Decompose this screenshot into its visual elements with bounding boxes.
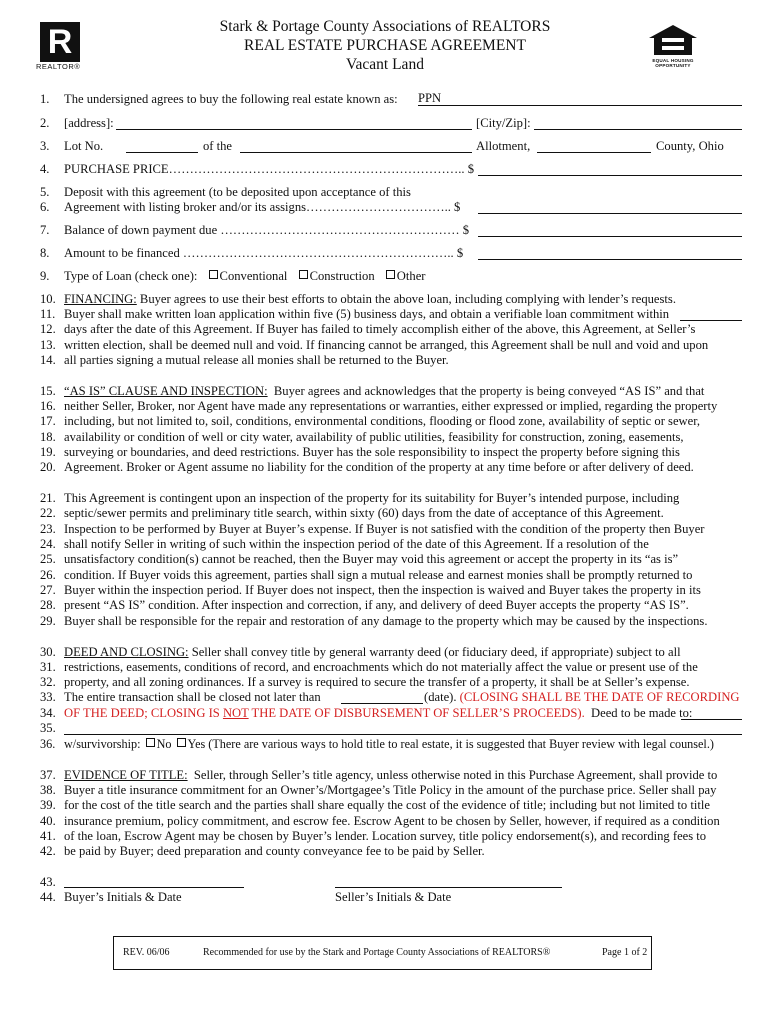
allotment-field[interactable] bbox=[240, 138, 472, 153]
association-title: Stark & Portage County Associations of REALTORS bbox=[219, 18, 551, 35]
agreement-title: REAL ESTATE PURCHASE AGREEMENT bbox=[244, 37, 526, 54]
loan-commitment-days-field[interactable] bbox=[680, 306, 742, 321]
buyer-initials-field[interactable] bbox=[64, 873, 244, 888]
survivorship-no-checkbox[interactable] bbox=[146, 738, 155, 747]
line-40: 40. insurance premium, policy commitment, and escrow fee. Escrow Agent to be chosen by Seller, however, if required as a condition bbox=[40, 814, 720, 828]
closing-date-field[interactable] bbox=[341, 689, 423, 704]
ppn-field[interactable]: PPN bbox=[418, 91, 742, 106]
seller-initials-field[interactable] bbox=[335, 873, 562, 888]
line-26: 26. condition. If Buyer voids this agreement, parties shall sign a mutual release and earnest monies shall be promptly returned to bbox=[40, 568, 693, 582]
line-28: 28. present “AS IS” condition. After inspection and correction, if any, and delivery of deed Buyer accepts the property “AS IS”. bbox=[40, 598, 689, 612]
line-37: 37. EVIDENCE OF TITLE: Seller, through Seller’s title agency, unless otherwise noted in this Purchase Agreement, shall provide to bbox=[40, 768, 718, 782]
construction-checkbox[interactable] bbox=[299, 270, 308, 279]
line-22: 22. septic/sewer permits and preliminary title search, within sixty (60) days from the date of acceptance of this Agreement. bbox=[40, 506, 664, 520]
line-11: 11. Buyer shall make written loan application within five (5) business days, and obtain a verifiable loan commitment within bbox=[40, 307, 670, 321]
footer-box bbox=[113, 936, 652, 970]
deed-grantee-field-2[interactable] bbox=[64, 720, 742, 735]
line-21: 21. This Agreement is contingent upon an inspection of the property for its suitability for Buyer’s intended purpose, including bbox=[40, 491, 680, 505]
line-24: 24. shall notify Seller in writing of such within the inspection period of the date of this Agreement. If a resolution of the bbox=[40, 537, 649, 551]
line-38: 38. Buyer a title insurance commitment for an Owner’s/Mortgagee’s Title Policy in the amount of the purchase price. Seller shall pay bbox=[40, 783, 717, 797]
line-41: 41. of the loan, Escrow Agent may be chosen by Buyer’s lender. Location survey, title policy endorsement(s), and recording fees to bbox=[40, 829, 707, 843]
line-18: 18. availability or condition of well or city water, availability of public utilities, feasibility for construction, zoning, easements, bbox=[40, 430, 684, 444]
line-32: 32. property, and all zoning ordinances. If a survey is required to secure the transfer of a property, it shall be at Seller’s expense. bbox=[40, 675, 690, 689]
equal-housing-line2: OPPORTUNITY bbox=[655, 63, 691, 68]
line-33: 33. The entire transaction shall be closed not later than bbox=[40, 690, 321, 704]
line-13: 13. written election, shall be deemed null and void. If financing cannot be arranged, this Agreement shall be null and void and upon bbox=[40, 338, 709, 352]
line-15: 15. “AS IS” CLAUSE AND INSPECTION: Buyer agrees and acknowledges that the property is being conveyed “AS IS” and that bbox=[40, 384, 705, 398]
allotment-label: Allotment, bbox=[476, 139, 531, 153]
line-42: 42. be paid by Buyer; deed preparation and county conveyance fee to be paid by Seller. bbox=[40, 844, 485, 858]
line-27: 27. Buyer within the inspection period. If Buyer does not inspect, then the inspection is waived and Buyer takes the property in its bbox=[40, 583, 701, 597]
line-35: 35. bbox=[40, 721, 56, 735]
line-36: 36. w/survivorship: No Yes (There are various ways to hold title to real estate, it is suggested that Buyer review with legal counsel.) bbox=[40, 737, 714, 751]
realtor-logo-label: REALTOR® bbox=[36, 62, 81, 71]
county-label: County, Ohio bbox=[656, 139, 724, 153]
deed-grantee-field[interactable] bbox=[681, 705, 742, 720]
line-4: 4. PURCHASE PRICE…………………………………………………………….. $ bbox=[40, 162, 475, 176]
property-type: Vacant Land bbox=[346, 56, 424, 73]
line-19: 19. surveying or boundaries, and deed restrictions. Buyer has the sole responsibility to inspect the property before signing this bbox=[40, 445, 680, 459]
seller-initials-label: Seller’s Initials & Date bbox=[335, 890, 452, 904]
line-20: 20. Agreement. Broker or Agent assume no liability for the condition of the property at any time before or after delivery of deed. bbox=[40, 460, 694, 474]
other-checkbox[interactable] bbox=[386, 270, 395, 279]
line-5: 5. Deposit with this agreement (to be deposited upon acceptance of this bbox=[40, 185, 411, 199]
line-1: 1. The undersigned agrees to buy the following real estate known as: bbox=[40, 92, 398, 106]
page-number: Page 1 of 2 bbox=[602, 947, 648, 958]
down-payment-field[interactable] bbox=[478, 222, 742, 237]
document-header bbox=[0, 17, 770, 74]
line-14: 14. all parties signing a mutual release all monies shall be returned to the Buyer. bbox=[40, 353, 449, 367]
line-3: 3. Lot No. bbox=[40, 139, 104, 153]
line-10: 10. FINANCING: Buyer agrees to use their best efforts to obtain the above loan, including complying with lender’s requests. bbox=[40, 292, 676, 306]
line-44: 44. Buyer’s Initials & Date bbox=[40, 890, 182, 904]
county-field[interactable] bbox=[537, 138, 651, 153]
deed-closing-heading: DEED AND CLOSING: bbox=[64, 645, 189, 659]
line-34: 34. OF THE DEED; CLOSING IS NOT THE DATE OF DISBURSEMENT OF SELLER’S PROCEEDS). Deed to be made to: bbox=[40, 706, 693, 720]
realtor-logo-icon: R bbox=[40, 22, 80, 62]
line-43: 43. bbox=[40, 875, 56, 889]
of-the-label: of the bbox=[203, 139, 233, 153]
amount-financed-field[interactable] bbox=[478, 245, 742, 260]
line-33-end: (date). (CLOSING SHALL BE THE DATE OF RECORDING bbox=[424, 690, 740, 704]
line-2: 2. [address]: bbox=[40, 116, 114, 130]
line-8: 8. Amount to be financed ……………………………………………………….. $ bbox=[40, 246, 464, 260]
line-16: 16. neither Seller, Broker, nor Agent have made any representations or warranties, either expressed or implied, regarding the property bbox=[40, 399, 718, 413]
revision-label: REV. 06/06 bbox=[123, 947, 170, 958]
line-30: 30. DEED AND CLOSING: Seller shall convey title by general warranty deed (or fiduciary deed, if appropriate) subject to all bbox=[40, 645, 681, 659]
line-9: 9. Type of Loan (check one): Conventional Construction Other bbox=[40, 269, 426, 283]
evidence-title-heading: EVIDENCE OF TITLE: bbox=[64, 768, 188, 782]
financing-heading: FINANCING: bbox=[64, 292, 137, 306]
line-23: 23. Inspection to be performed by Buyer at Buyer’s expense. If Buyer is not satisfied with the condition of the property then Buyer bbox=[40, 522, 705, 536]
conventional-checkbox[interactable] bbox=[209, 270, 218, 279]
line-12: 12. days after the date of this Agreement. If Buyer has failed to timely accomplish either of the above, this Agreement, at Seller’s bbox=[40, 322, 696, 336]
line-17: 17. including, but not limited to, soil, conditions, environmental conditions, flooding or flood zone, availability of septic or sewer, bbox=[40, 414, 701, 428]
line-7: 7. Balance of down payment due ………………………………………………… $ bbox=[40, 223, 470, 237]
line-6: 6. Agreement with listing broker and/or its assigns…………………………….. $ bbox=[40, 200, 461, 214]
line-25: 25. unsatisfactory condition(s) cannot be reached, then the Buyer may void this agreement or accept the property in its “as is” bbox=[40, 552, 679, 566]
line-39: 39. for the cost of the title search and the parties shall share equally the cost of the evidence of title; including but not limited to title bbox=[40, 798, 710, 812]
address-field[interactable] bbox=[116, 115, 472, 130]
purchase-price-field[interactable] bbox=[478, 161, 742, 176]
line-29: 29. Buyer shall be responsible for the repair and restoration of any damage to the property which may be caused by the inspections. bbox=[40, 614, 708, 628]
recommended-note: Recommended for use by the Stark and Portage County Associations of REALTORS® bbox=[203, 947, 551, 958]
survivorship-yes-checkbox[interactable] bbox=[177, 738, 186, 747]
lot-number-field[interactable] bbox=[126, 138, 198, 153]
line-31: 31. restrictions, easements, conditions of record, and encroachments which do not materially affect the value or present use of the bbox=[40, 660, 698, 674]
equal-housing-line1: EQUAL HOUSING bbox=[652, 58, 694, 63]
city-zip-label: [City/Zip]: bbox=[476, 116, 531, 130]
deposit-field[interactable] bbox=[478, 199, 742, 214]
city-zip-field[interactable] bbox=[534, 115, 742, 130]
as-is-heading: “AS IS” CLAUSE AND INSPECTION: bbox=[64, 384, 268, 398]
